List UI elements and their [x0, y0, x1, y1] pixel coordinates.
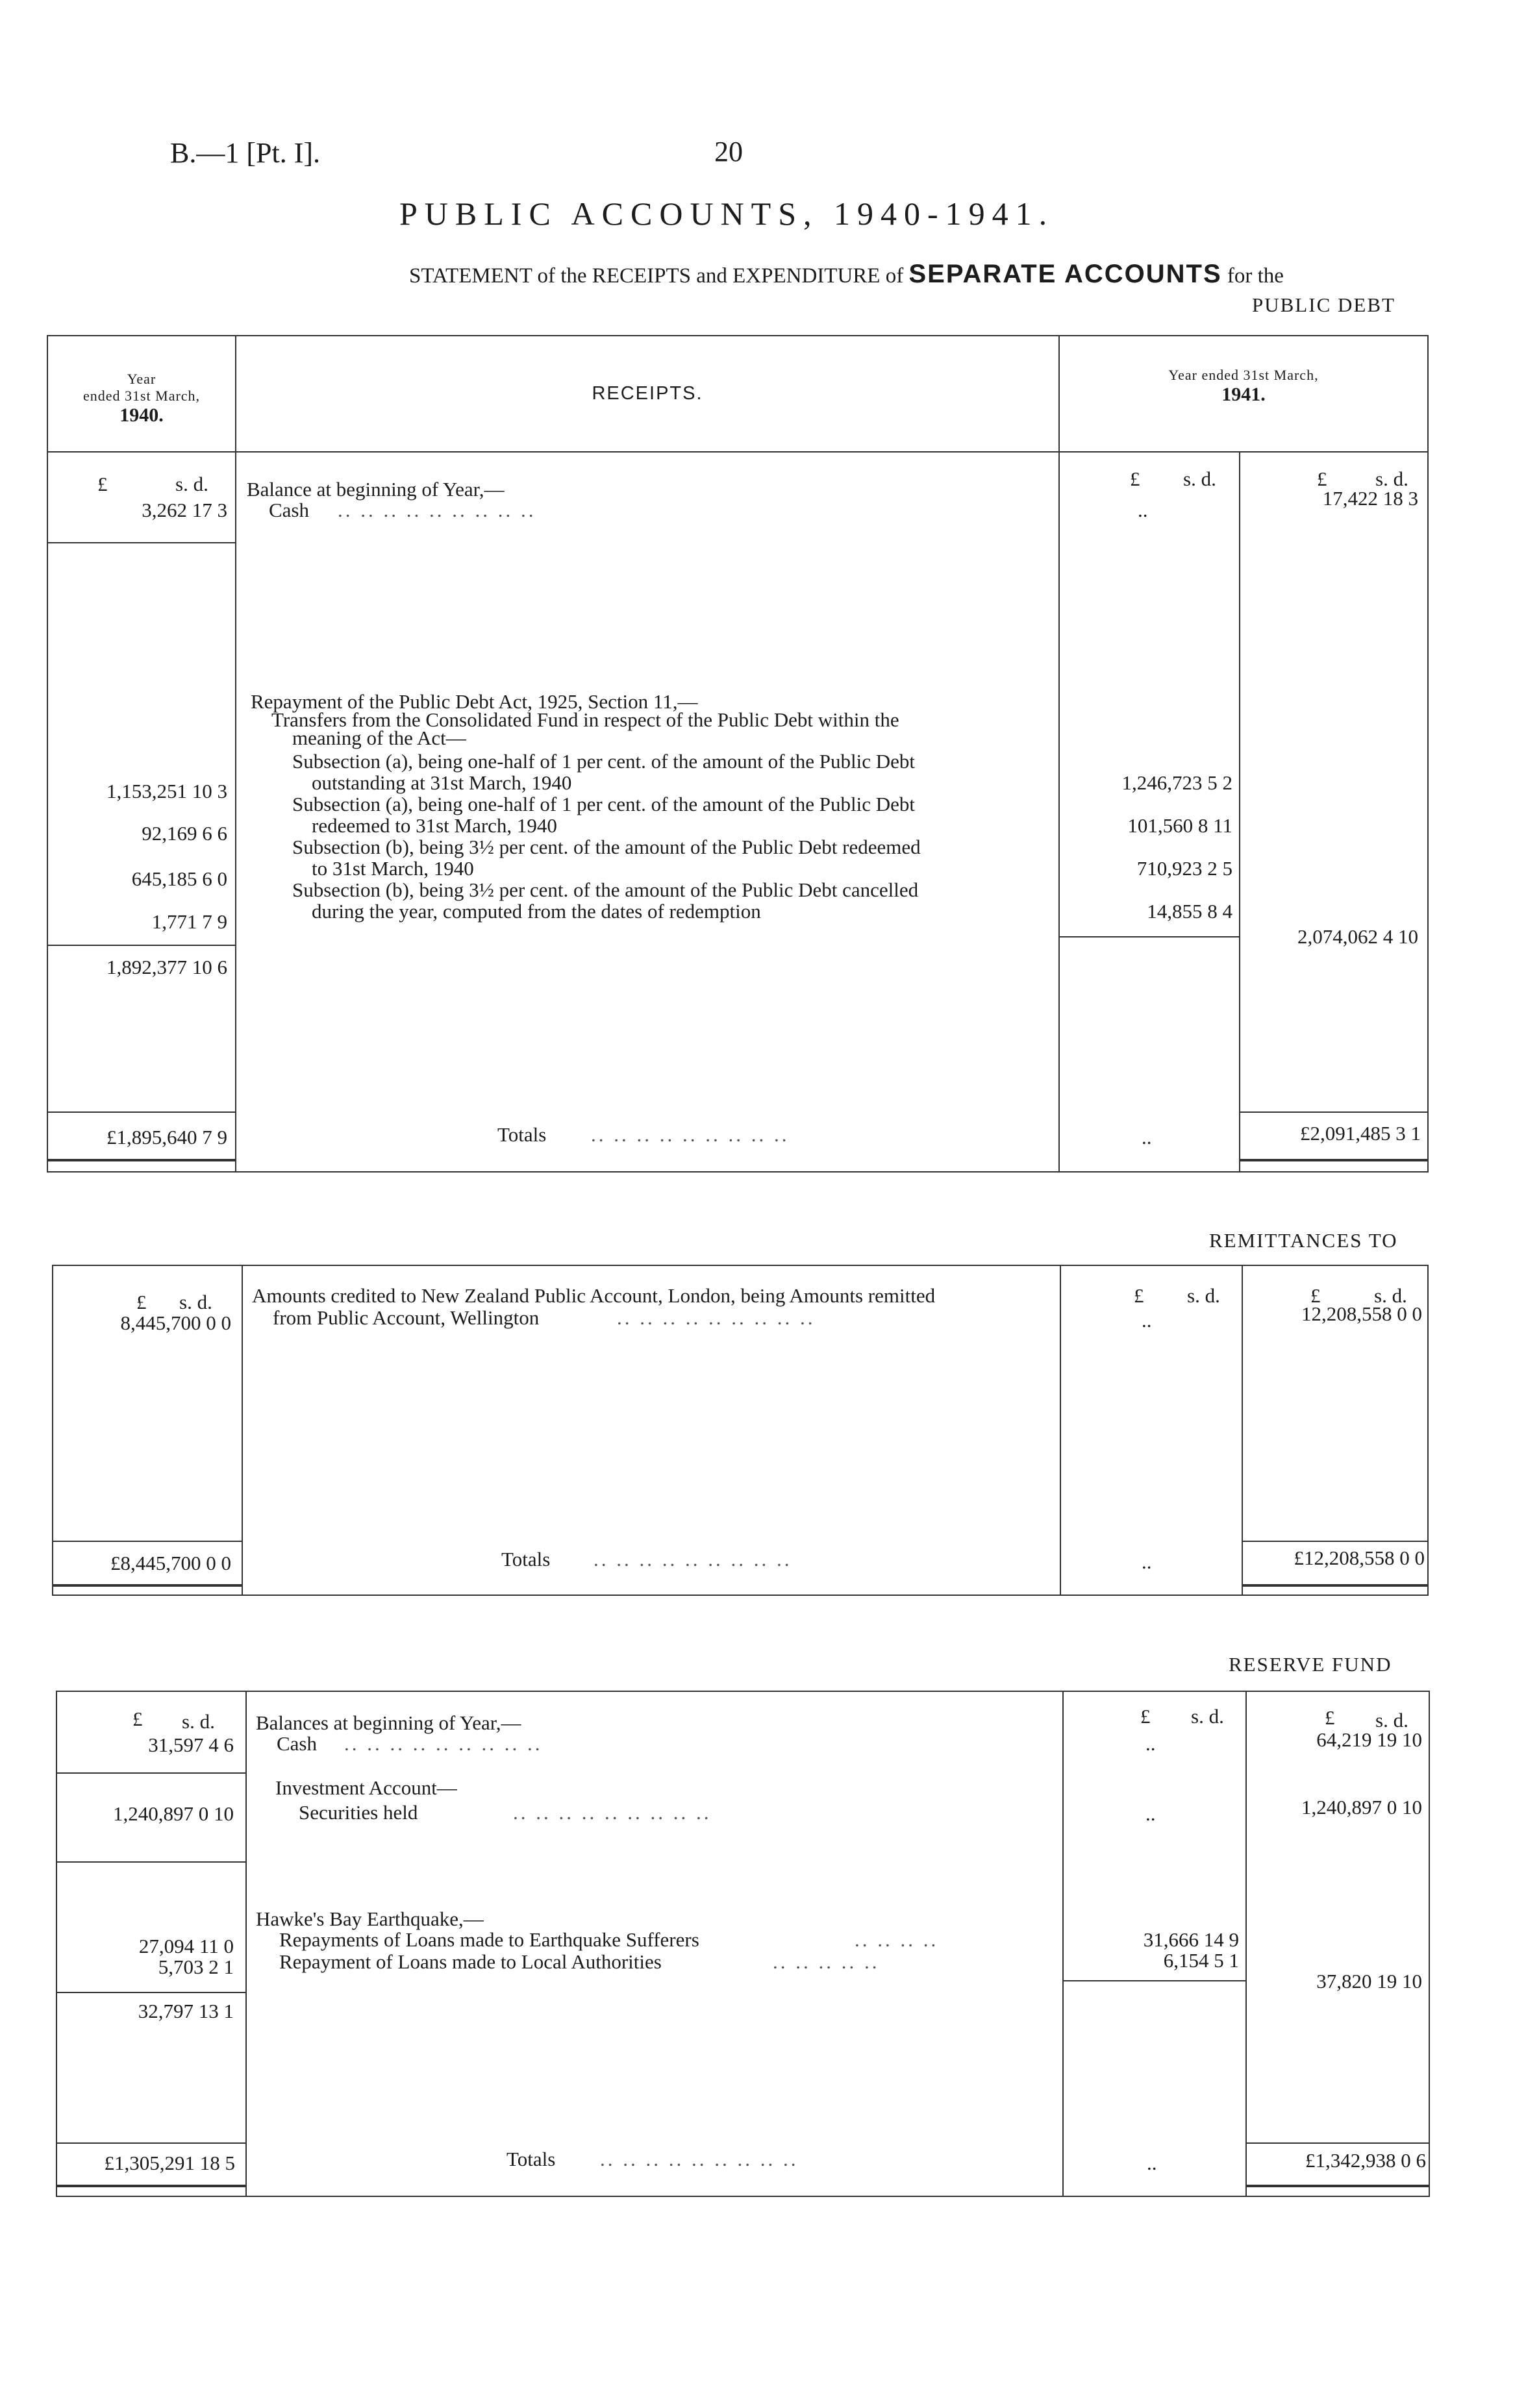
leader-dots: .. .. .. .. .. .. .. .. .. — [513, 1801, 712, 1824]
leader-dots: .. .. .. .. .. — [773, 1950, 880, 1973]
subsection-b2-line2: during the year, computed from the dates of redemption — [312, 900, 761, 923]
subsection-b2-line1: Subsection (b), being 3½ per cent. of the amount of the Public Debt cancelled — [292, 878, 919, 901]
unit-sd: s. d. — [1375, 1709, 1408, 1732]
header-ended-label: ended 31st March, — [82, 388, 201, 404]
unit-sd: s. d. — [182, 1710, 215, 1733]
curr-value: 101,560 8 11 — [1127, 814, 1232, 837]
remittance-line2: from Public Account, Wellington — [273, 1306, 540, 1329]
unit-pounds: £ — [1140, 1705, 1151, 1728]
curr-value: 1,246,723 5 2 — [1121, 771, 1232, 794]
total-1941: £1,342,938 0 6 — [1305, 2149, 1426, 2172]
section-title-remittances: REMITTANCES TO — [1209, 1229, 1398, 1252]
repayment-label: Repayment of the Public Debt Act, 1925, Section 11,— — [251, 690, 698, 713]
header-year-ended-1941: Year ended 31st March, — [1168, 367, 1319, 383]
leader-dots: .. .. .. .. .. .. .. .. .. — [617, 1306, 816, 1329]
leader-dots: .. .. .. .. — [855, 1928, 939, 1951]
unit-sd: s. d. — [1191, 1705, 1224, 1728]
subsection-a1-line2: outstanding at 31st March, 1940 — [312, 771, 572, 794]
totals-label: Totals — [507, 2148, 556, 2170]
securities-1940: 1,240,897 0 10 — [113, 1802, 234, 1825]
header-year-1940: 1940. — [119, 404, 164, 426]
loans-sufferers-1940: 27,094 11 0 — [138, 1935, 234, 1957]
loans-local-1941: 6,154 5 1 — [1163, 1949, 1239, 1972]
securities-label: Securities held — [299, 1801, 418, 1824]
statement-separate-accounts: SEPARATE ACCOUNTS — [908, 260, 1222, 288]
section-title-reserve-fund: RESERVE FUND — [1229, 1653, 1392, 1676]
cash-1941: 17,422 18 3 — [1322, 487, 1418, 510]
total-mid: .. — [1142, 1550, 1152, 1573]
header-year-label: Year — [127, 371, 156, 387]
unit-pounds: £ — [1134, 1284, 1144, 1307]
leader-dots: .. .. .. .. .. .. .. .. .. — [591, 1123, 790, 1146]
leader-dots: .. .. .. .. .. .. .. .. .. — [600, 2148, 799, 2170]
totals-label: Totals — [497, 1123, 547, 1146]
unit-pounds: £ — [1130, 467, 1140, 490]
prev-value: 1,771 7 9 — [151, 910, 227, 933]
unit-pounds: £ — [97, 473, 108, 495]
curr-value: 710,923 2 5 — [1136, 857, 1232, 880]
securities-mid: .. — [1145, 1802, 1156, 1825]
leader-dots: .. .. .. .. .. .. .. .. .. — [594, 1548, 792, 1570]
subsection-b1-line1: Subsection (b), being 3½ per cent. of the amount of the Public Debt redeemed — [292, 836, 921, 858]
loans-subtotal-1940: 32,797 13 1 — [138, 2000, 234, 2022]
unit-sd: s. d. — [1187, 1284, 1220, 1307]
cash-label: Cash — [277, 1732, 317, 1755]
page-number: 20 — [714, 136, 743, 168]
securities-1941: 1,240,897 0 10 — [1301, 1796, 1422, 1818]
total-1941: £12,208,558 0 0 — [1294, 1546, 1425, 1569]
transfers-label-2: meaning of the Act— — [292, 726, 466, 749]
total-1940: £8,445,700 0 0 — [110, 1552, 231, 1574]
unit-sd: s. d. — [179, 1291, 212, 1313]
unit-pounds: £ — [1325, 1706, 1335, 1729]
total-1940: £1,305,291 18 5 — [104, 2152, 235, 2174]
totals-label: Totals — [501, 1548, 551, 1570]
loans-local-1940: 5,703 2 1 — [158, 1955, 234, 1978]
document-reference: B.—1 [Pt. I]. — [170, 137, 320, 169]
remittance-line1: Amounts credited to New Zealand Public Account, London, being Amounts remitted — [252, 1284, 936, 1307]
hawkes-bay-label: Hawke's Bay Earthquake,— — [256, 1907, 484, 1930]
prev-value: 1,153,251 10 3 — [106, 780, 227, 802]
total-mid: .. — [1142, 1126, 1152, 1148]
transfers-label: Transfers from the Consolidated Fund in respect of the Public Debt within the — [271, 708, 899, 731]
unit-sd: s. d. — [175, 473, 208, 495]
remittance-1941: 12,208,558 0 0 — [1301, 1302, 1422, 1325]
leader-dots: .. .. .. .. .. .. .. .. .. — [338, 499, 536, 521]
prev-subtotal: 1,892,377 10 6 — [106, 956, 227, 978]
statement-heading — [409, 260, 1284, 289]
statement-pre: STATEMENT of the RECEIPTS and EXPENDITURE of — [409, 264, 904, 288]
unit-pounds: £ — [1310, 1284, 1321, 1307]
prev-value: 92,169 6 6 — [142, 822, 227, 845]
investment-label: Investment Account— — [275, 1776, 457, 1799]
subsection-a1-line1: Subsection (a), being one-half of 1 per cent. of the amount of the Public Debt — [292, 750, 916, 773]
unit-sd: s. d. — [1183, 467, 1216, 490]
cash-1940: 31,597 4 6 — [148, 1733, 234, 1756]
unit-pounds: £ — [132, 1707, 143, 1730]
page-title: PUBLIC ACCOUNTS, 1940-1941. — [399, 195, 1055, 232]
cash-label: Cash — [269, 499, 309, 521]
loans-local-label: Repayment of Loans made to Local Authorities — [279, 1950, 662, 1973]
cash-1941-mid: .. — [1138, 499, 1148, 521]
cash-1940: 3,262 17 3 — [142, 499, 227, 521]
cash-1941: 64,219 19 10 — [1316, 1728, 1422, 1751]
remittance-1940: 8,445,700 0 0 — [120, 1311, 231, 1334]
header-receipts: RECEIPTS. — [592, 383, 703, 404]
unit-pounds: £ — [136, 1291, 147, 1313]
subsection-b1-line2: to 31st March, 1940 — [312, 857, 474, 880]
section-title-public-debt: PUBLIC DEBT — [1252, 293, 1395, 316]
unit-sd: s. d. — [1374, 1284, 1407, 1307]
balances-label: Balances at beginning of Year,— — [256, 1711, 521, 1734]
balance-label: Balance at beginning of Year,— — [247, 478, 505, 501]
statement-post: for the — [1227, 264, 1284, 288]
total-1940: £1,895,640 7 9 — [106, 1126, 227, 1148]
cash-mid: .. — [1145, 1732, 1156, 1755]
loans-sufferers-1941: 31,666 14 9 — [1143, 1928, 1239, 1951]
unit-sd: s. d. — [1375, 467, 1408, 490]
curr-subtotal: 2,074,062 4 10 — [1297, 925, 1418, 948]
remittance-mid: .. — [1142, 1309, 1152, 1332]
leader-dots: .. .. .. .. .. .. .. .. .. — [344, 1732, 543, 1755]
loans-subtotal-1941: 37,820 19 10 — [1316, 1970, 1422, 1992]
unit-pounds: £ — [1317, 467, 1327, 490]
subsection-a2-line2: redeemed to 31st March, 1940 — [312, 814, 557, 837]
loans-sufferers-label: Repayments of Loans made to Earthquake Sufferers — [279, 1928, 699, 1951]
curr-value: 14,855 8 4 — [1147, 900, 1232, 923]
total-mid: .. — [1147, 2152, 1157, 2174]
subsection-a2-line1: Subsection (a), being one-half of 1 per cent. of the amount of the Public Debt — [292, 793, 916, 815]
prev-value: 645,185 6 0 — [131, 867, 227, 890]
total-1941: £2,091,485 3 1 — [1300, 1122, 1421, 1145]
header-year-1941: 1941. — [1221, 384, 1266, 405]
